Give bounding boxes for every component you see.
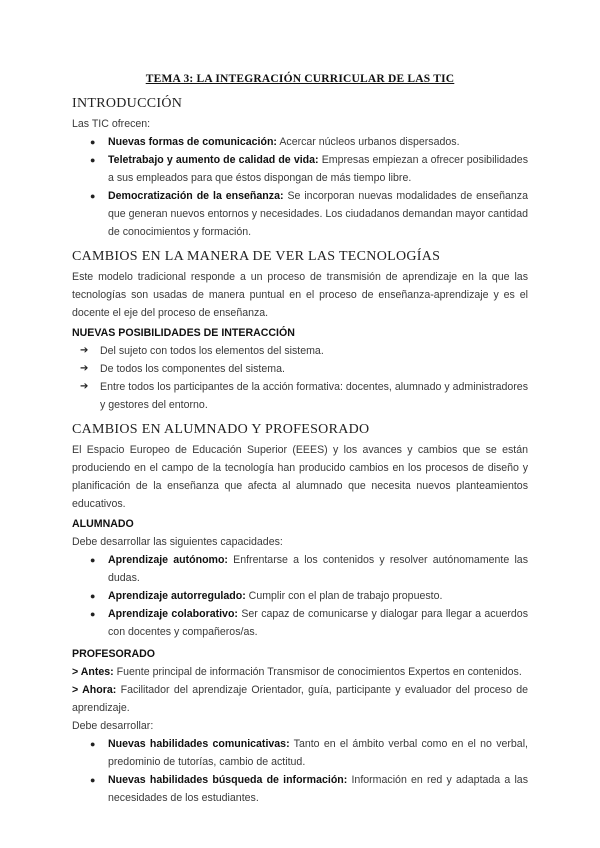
intro-lead: Las TIC ofrecen: bbox=[72, 118, 151, 130]
bullet-icon: ● bbox=[90, 609, 96, 619]
profesorado-antes: > Antes: Fuente principal de información Transmisor de conocimientos Expertos en contenidos. bbox=[72, 666, 522, 678]
interaccion-list bbox=[72, 342, 528, 414]
list-item: ● Democratización de la enseñanza: Se incorporan nuevas modalidades de enseñanza que generan nuevos entornos y necesidades. Los ciudadanos demandan mayor cantidad de conocimientos y formación. bbox=[72, 187, 528, 241]
bullet-icon: ● bbox=[90, 155, 96, 165]
arrow-right-icon: ➔ bbox=[80, 381, 89, 392]
list-item: ➔ Entre todos los participantes de la acción formativa: docentes, alumnado y administradores y gestores del entorno. bbox=[72, 378, 528, 414]
cambios-tecnologias-paragraph: Este modelo tradicional responde a un proceso de transmisión de aprendizaje en la que las tecnologías son usadas de manera puntual en el proceso de enseñanza-aprendizaje y es el docente el eje del proceso de enseñanza. bbox=[72, 271, 528, 319]
section-heading-introduccion: INTRODUCCIÓN bbox=[72, 96, 183, 111]
bullet-icon: ● bbox=[90, 191, 96, 201]
alumnado-list bbox=[72, 551, 528, 641]
subheading-profesorado: PROFESORADO bbox=[72, 648, 155, 660]
bullet-icon: ● bbox=[90, 775, 96, 785]
arrow-right-icon: ➔ bbox=[80, 363, 89, 374]
profesorado-list bbox=[72, 735, 528, 807]
profesorado-lead: Debe desarrollar: bbox=[72, 720, 154, 732]
list-item: ● Teletrabajo y aumento de calidad de vida: Empresas empiezan a ofrecer posibilidades a sus empleados para que éstos dispongan de más tiempo libre. bbox=[72, 151, 528, 187]
cambios-alumnado-paragraph: El Espacio Europeo de Educación Superior (EEES) y los avances y cambios que se están produciendo en el campo de la tecnología han producido cambios en los procesos de diseño y planificación de la enseñanza que afecta al alumnado que necesita nuevos planteamientos educativos. bbox=[72, 444, 528, 510]
page-title: TEMA 3: LA INTEGRACIÓN CURRICULAR DE LAS TIC bbox=[145, 73, 455, 85]
profesorado-ahora: > Ahora: Facilitador del aprendizaje Orientador, guía, participante y evaluador del proceso de aprendizaje. bbox=[72, 684, 528, 714]
list-item: ➔ De todos los componentes del sistema. bbox=[72, 360, 528, 378]
bullet-icon: ● bbox=[90, 137, 96, 147]
bullet-icon: ● bbox=[90, 555, 96, 565]
section-heading-cambios-alumnado: CAMBIOS EN ALUMNADO Y PROFESORADO bbox=[72, 422, 370, 437]
bullet-icon: ● bbox=[90, 591, 96, 601]
bullet-icon: ● bbox=[90, 739, 96, 749]
arrow-right-icon: ➔ bbox=[80, 345, 89, 356]
list-item: ● Nuevas habilidades búsqueda de información: Información en red y adaptada a las necesidades de los estudiantes. bbox=[72, 771, 528, 807]
list-item: ● Nuevas formas de comunicación: Acercar núcleos urbanos dispersados. bbox=[72, 133, 528, 151]
alumnado-lead: Debe desarrollar las siguientes capacidades: bbox=[72, 536, 283, 548]
list-item: ● Aprendizaje autorregulado: Cumplir con el plan de trabajo propuesto. bbox=[72, 587, 528, 605]
list-item: ● Nuevas habilidades comunicativas: Tanto en el ámbito verbal como en el no verbal, predominio de tutorías, cambio de actitud. bbox=[72, 735, 528, 771]
list-item: ➔ Del sujeto con todos los elementos del sistema. bbox=[72, 342, 528, 360]
subheading-nuevas-posibilidades: NUEVAS POSIBILIDADES DE INTERACCIÓN bbox=[72, 327, 295, 339]
subheading-alumnado: ALUMNADO bbox=[72, 518, 134, 530]
section-heading-cambios-tecnologias: CAMBIOS EN LA MANERA DE VER LAS TECNOLOGÍAS bbox=[72, 249, 441, 264]
list-item: ● Aprendizaje autónomo: Enfrentarse a los contenidos y resolver autónomamente las dudas. bbox=[72, 551, 528, 587]
intro-list bbox=[72, 133, 528, 241]
list-item: ● Aprendizaje colaborativo: Ser capaz de comunicarse y dialogar para llegar a acuerdos con docentes y compañeros/as. bbox=[72, 605, 528, 641]
